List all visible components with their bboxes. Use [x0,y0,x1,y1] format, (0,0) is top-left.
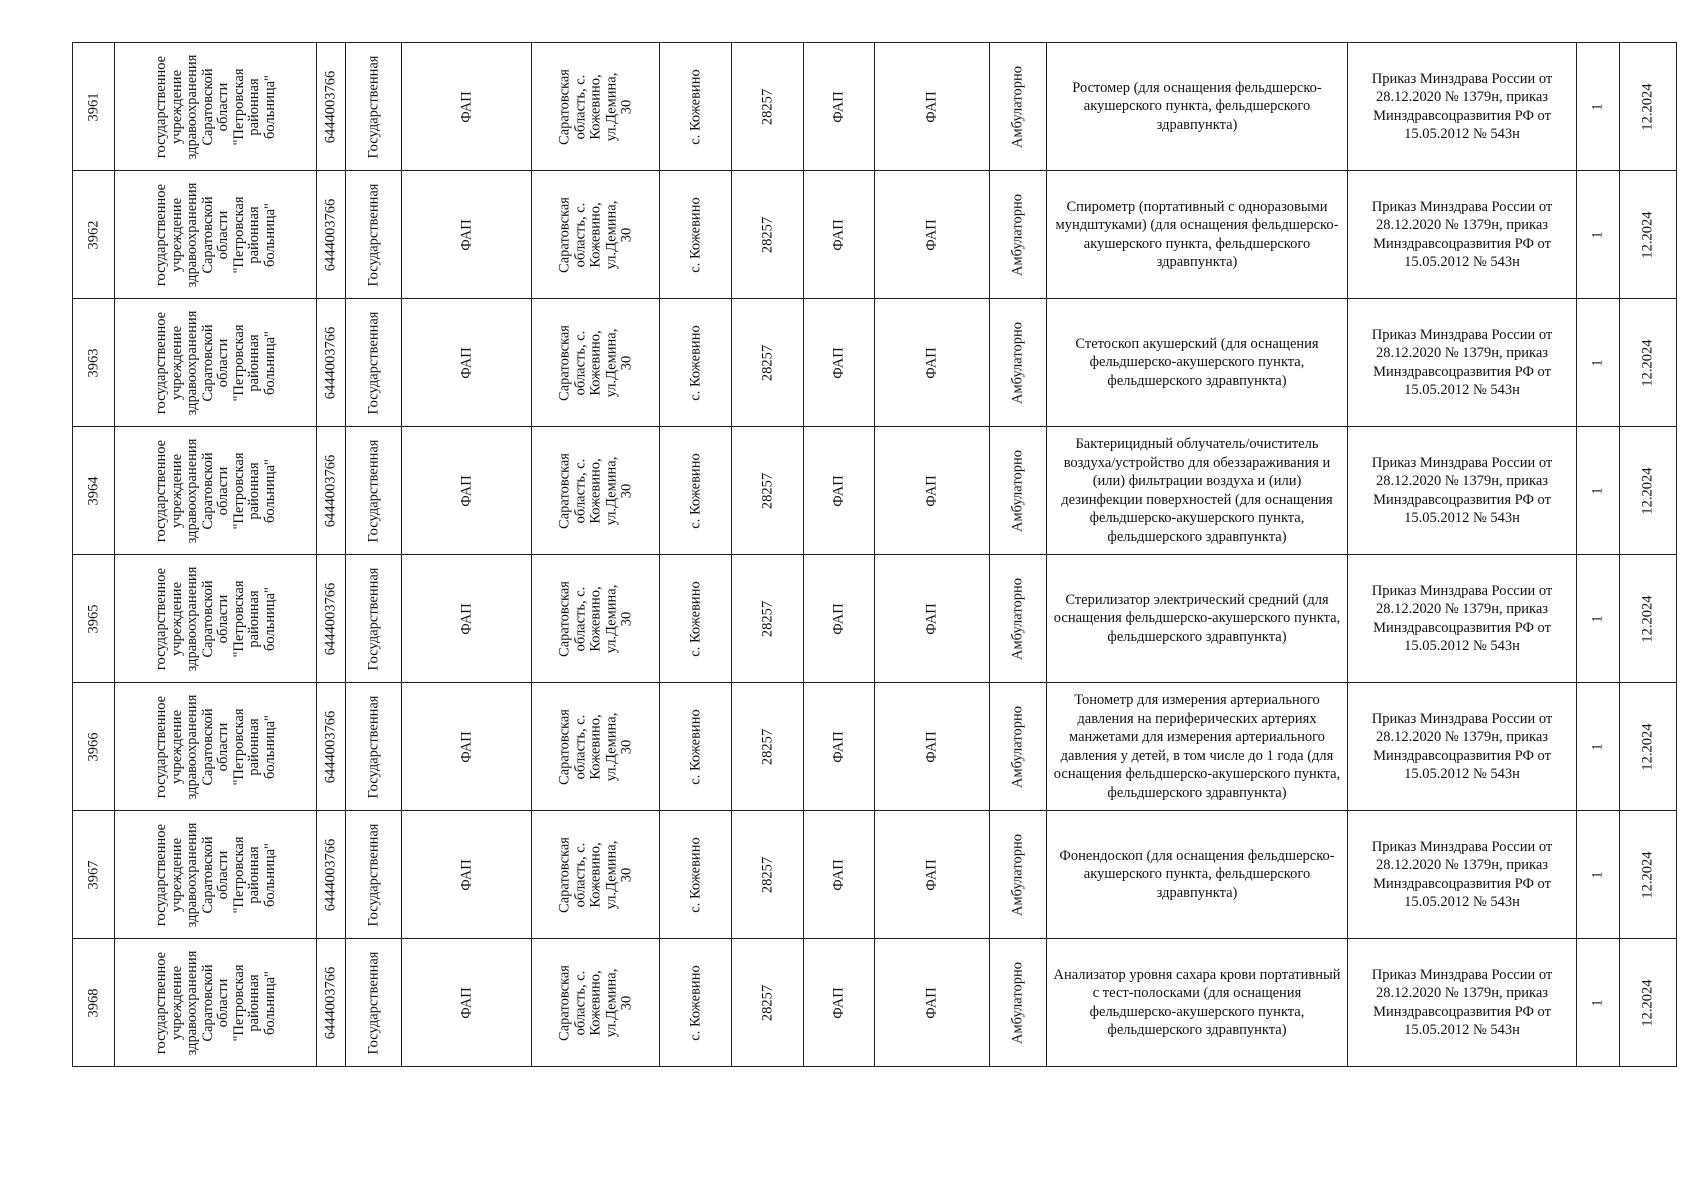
cell-unit-type [402,43,532,171]
care-form-text: Амбулаторно [1009,321,1026,404]
quantity-text: 1 [1589,102,1606,111]
cell-deadline-date [1620,811,1677,939]
cell-facility-code [732,683,804,811]
cell-organization-name [115,555,317,683]
legal-basis-text: Приказ Минздрава России от 28.12.2020 № 1379н, приказ Минздравсоцразвития РФ от 15.05.2012 № 543н [1371,582,1553,654]
cell-row-number [73,171,115,299]
ownership-form-text: Государственная [365,311,381,414]
facility-subtype-text: ФАП [923,218,940,251]
cell-facility-subtype [875,171,990,299]
cell-address [532,427,660,555]
locality-text: с. Кожевино [687,708,703,785]
cell-facility-code [732,171,804,299]
cell-address [532,43,660,171]
deadline-date-text: 12.2024 [1639,82,1656,131]
organization-name-text: государственное учреждение здравоохранения Саратовской области "Петровская районная больница" [152,822,277,927]
legal-basis-text: Приказ Минздрава России от 28.12.2020 № 1379н, приказ Минздравсоцразвития РФ от 15.05.2012 № 543н [1371,710,1553,782]
inn-code-text: 6444003766 [322,198,339,271]
deadline-date-text: 12.2024 [1639,210,1656,259]
facility-code-text: 28257 [759,728,775,765]
cell-equipment-name [1047,939,1348,1067]
cell-organization-name [115,299,317,427]
cell-deadline-date [1620,299,1677,427]
cell-locality [660,555,732,683]
care-form-text: Амбулаторно [1009,193,1026,276]
cell-deadline-date [1620,939,1677,1067]
equipment-name-text: Бактерицидный облучатель/очиститель воздуха/устройство для обеззараживания и (или) фильтрации воздуха и (или) дезинфекции поверхностей (для оснащения фельдшерско-акушерского пункта, фельдшерского здравпункта) [1061,436,1333,545]
facility-code-text: 28257 [759,344,775,381]
organization-name-text: государственное учреждение здравоохранения Саратовской области "Петровская районная больница" [152,566,277,671]
quantity-text: 1 [1589,870,1606,879]
legal-basis-text: Приказ Минздрава России от 28.12.2020 № 1379н, приказ Минздравсоцразвития РФ от 15.05.2012 № 543н [1371,198,1553,270]
cell-row-number [73,683,115,811]
cell-unit-type [402,939,532,1067]
cell-equipment-name [1047,43,1348,171]
cell-inn-code [317,43,346,171]
cell-organization-name [115,811,317,939]
legal-basis-text: Приказ Минздрава России от 28.12.2020 № 1379н, приказ Минздравсоцразвития РФ от 15.05.2012 № 543н [1371,838,1553,910]
cell-facility-subtype [875,683,990,811]
ownership-form-text: Государственная [365,567,381,670]
facility-type-text: ФАП [830,346,847,379]
deadline-date-text: 12.2024 [1639,722,1656,771]
legal-basis-text: Приказ Минздрава России от 28.12.2020 № 1379н, приказ Минздравсоцразвития РФ от 15.05.2012 № 543н [1371,70,1553,142]
cell-address [532,811,660,939]
cell-unit-type [402,683,532,811]
locality-text: с. Кожевино [687,452,703,529]
cell-inn-code [317,171,346,299]
cell-locality [660,43,732,171]
cell-facility-subtype [875,811,990,939]
facility-type-text: ФАП [830,730,847,763]
cell-deadline-date [1620,683,1677,811]
cell-quantity [1577,683,1620,811]
inn-code-text: 6444003766 [322,582,339,655]
cell-care-form [990,683,1047,811]
cell-quantity [1577,939,1620,1067]
row-number-text: 3964 [85,476,101,505]
address-text: Саратовская область, с. Кожевино, ул.Демина, 30 [555,708,634,785]
inn-code-text: 6444003766 [322,70,339,143]
table-row [73,939,1677,1067]
cell-organization-name [115,43,317,171]
cell-care-form [990,43,1047,171]
cell-facility-code [732,299,804,427]
cell-locality [660,811,732,939]
cell-address [532,555,660,683]
cell-ownership-form [346,555,402,683]
care-form-text: Амбулаторно [1009,705,1026,788]
organization-name-text: государственное учреждение здравоохранения Саратовской области "Петровская районная больница" [152,438,277,543]
cell-facility-subtype [875,43,990,171]
locality-text: с. Кожевино [687,196,703,273]
ownership-form-text: Государственная [365,823,381,926]
organization-name-text: государственное учреждение здравоохранения Саратовской области "Петровская районная больница" [152,182,277,287]
cell-care-form [990,555,1047,683]
cell-organization-name [115,171,317,299]
legal-basis-text: Приказ Минздрава России от 28.12.2020 № 1379н, приказ Минздравсоцразвития РФ от 15.05.2012 № 543н [1371,966,1553,1038]
cell-unit-type [402,171,532,299]
table-row [73,555,1677,683]
facility-type-text: ФАП [830,474,847,507]
equipment-name-text: Стерилизатор электрический средний (для оснащения фельдшерско-акушерского пункта, фельдшерского здравпункта) [1053,591,1341,645]
ownership-form-text: Государственная [365,951,381,1054]
cell-quantity [1577,427,1620,555]
organization-name-text: государственное учреждение здравоохранения Саратовской области "Петровская районная больница" [152,694,277,799]
equipment-name-text: Стетоскоп акушерский (для оснащения фельдшерско-акушерского пункта, фельдшерского здравпункта) [1075,335,1319,389]
cell-address [532,683,660,811]
cell-organization-name [115,683,317,811]
facility-subtype-text: ФАП [923,474,940,507]
organization-name-text: государственное учреждение здравоохранения Саратовской области "Петровская районная больница" [152,54,277,159]
cell-inn-code [317,683,346,811]
equipment-name-text: Анализатор уровня сахара крови портативный с тест-полосками (для оснащения фельдшерско-акушерского пункта, фельдшерского здравпункта) [1053,966,1341,1038]
cell-facility-type [804,427,875,555]
legal-basis-text: Приказ Минздрава России от 28.12.2020 № 1379н, приказ Минздравсоцразвития РФ от 15.05.2012 № 543н [1371,326,1553,398]
cell-inn-code [317,939,346,1067]
cell-legal-basis [1348,299,1577,427]
cell-ownership-form [346,683,402,811]
cell-facility-type [804,811,875,939]
unit-type-text: ФАП [458,346,474,379]
quantity-text: 1 [1589,998,1606,1007]
facility-type-text: ФАП [830,602,847,635]
cell-deadline-date [1620,555,1677,683]
facility-subtype-text: ФАП [923,986,940,1019]
address-text: Саратовская область, с. Кожевино, ул.Демина, 30 [555,68,634,145]
address-text: Саратовская область, с. Кожевино, ул.Демина, 30 [555,196,634,273]
cell-equipment-name [1047,171,1348,299]
facility-code-text: 28257 [759,856,775,893]
locality-text: с. Кожевино [687,836,703,913]
cell-care-form [990,299,1047,427]
care-form-text: Амбулаторно [1009,65,1026,148]
cell-care-form [990,811,1047,939]
quantity-text: 1 [1589,358,1606,367]
cell-locality [660,427,732,555]
care-form-text: Амбулаторно [1009,833,1026,916]
cell-inn-code [317,555,346,683]
facility-subtype-text: ФАП [923,730,940,763]
cell-ownership-form [346,811,402,939]
cell-legal-basis [1348,43,1577,171]
cell-inn-code [317,427,346,555]
quantity-text: 1 [1589,742,1606,751]
cell-legal-basis [1348,427,1577,555]
cell-ownership-form [346,427,402,555]
row-number-text: 3961 [85,92,101,121]
deadline-date-text: 12.2024 [1639,466,1656,515]
cell-facility-subtype [875,555,990,683]
unit-type-text: ФАП [458,90,474,123]
cell-quantity [1577,811,1620,939]
cell-unit-type [402,299,532,427]
unit-type-text: ФАП [458,218,474,251]
cell-facility-type [804,683,875,811]
table-row [73,43,1677,171]
facility-subtype-text: ФАП [923,858,940,891]
deadline-date-text: 12.2024 [1639,978,1656,1027]
inn-code-text: 6444003766 [322,838,339,911]
cell-facility-type [804,43,875,171]
row-number-text: 3966 [85,732,101,761]
quantity-text: 1 [1589,614,1606,623]
facility-code-text: 28257 [759,216,775,253]
ownership-form-text: Государственная [365,183,381,286]
cell-unit-type [402,427,532,555]
cell-legal-basis [1348,939,1577,1067]
facility-type-text: ФАП [830,218,847,251]
cell-inn-code [317,299,346,427]
equipment-table [72,42,1677,1067]
locality-text: с. Кожевино [687,324,703,401]
address-text: Саратовская область, с. Кожевино, ул.Демина, 30 [555,580,634,657]
quantity-text: 1 [1589,230,1606,239]
facility-subtype-text: ФАП [923,602,940,635]
locality-text: с. Кожевино [687,68,703,145]
cell-address [532,939,660,1067]
table-row [73,811,1677,939]
cell-locality [660,939,732,1067]
equipment-name-text: Фонендоскоп (для оснащения фельдшерско-акушерского пункта, фельдшерского здравпункта) [1059,847,1335,901]
table-row [73,427,1677,555]
equipment-name-text: Ростомер (для оснащения фельдшерско-акушерского пункта, фельдшерского здравпункта) [1072,79,1322,133]
care-form-text: Амбулаторно [1009,449,1026,532]
unit-type-text: ФАП [458,986,474,1019]
deadline-date-text: 12.2024 [1639,338,1656,387]
cell-equipment-name [1047,811,1348,939]
cell-care-form [990,939,1047,1067]
equipment-name-text: Тонометр для измерения артериального давления на периферических артериях манжетами для измерения артериального давления у детей, в том числе до 1 года (для оснащения фельдшерско-акушерского пункта, фельдшерского здравпункта) [1053,692,1341,801]
cell-facility-code [732,555,804,683]
address-text: Саратовская область, с. Кожевино, ул.Демина, 30 [555,836,634,913]
deadline-date-text: 12.2024 [1639,850,1656,899]
address-text: Саратовская область, с. Кожевино, ул.Демина, 30 [555,452,634,529]
cell-care-form [990,171,1047,299]
cell-row-number [73,299,115,427]
row-number-text: 3965 [85,604,101,633]
ownership-form-text: Государственная [365,695,381,798]
locality-text: с. Кожевино [687,580,703,657]
cell-ownership-form [346,43,402,171]
cell-row-number [73,427,115,555]
facility-subtype-text: ФАП [923,90,940,123]
inn-code-text: 6444003766 [322,966,339,1039]
cell-facility-type [804,171,875,299]
table-body [73,43,1677,1067]
unit-type-text: ФАП [458,602,474,635]
care-form-text: Амбулаторно [1009,577,1026,660]
inn-code-text: 6444003766 [322,454,339,527]
cell-quantity [1577,171,1620,299]
facility-subtype-text: ФАП [923,346,940,379]
inn-code-text: 6444003766 [322,710,339,783]
cell-row-number [73,555,115,683]
row-number-text: 3968 [85,988,101,1017]
table-row [73,171,1677,299]
cell-facility-code [732,427,804,555]
cell-ownership-form [346,939,402,1067]
unit-type-text: ФАП [458,474,474,507]
cell-facility-subtype [875,299,990,427]
cell-locality [660,299,732,427]
cell-inn-code [317,811,346,939]
cell-row-number [73,43,115,171]
cell-address [532,171,660,299]
facility-type-text: ФАП [830,858,847,891]
cell-facility-type [804,299,875,427]
cell-locality [660,683,732,811]
row-number-text: 3963 [85,348,101,377]
cell-row-number [73,939,115,1067]
organization-name-text: государственное учреждение здравоохранения Саратовской области "Петровская районная больница" [152,950,277,1055]
cell-deadline-date [1620,171,1677,299]
quantity-text: 1 [1589,486,1606,495]
cell-quantity [1577,555,1620,683]
cell-equipment-name [1047,299,1348,427]
organization-name-text: государственное учреждение здравоохранения Саратовской области "Петровская районная больница" [152,310,277,415]
cell-legal-basis [1348,683,1577,811]
row-number-text: 3962 [85,220,101,249]
cell-facility-subtype [875,427,990,555]
cell-facility-code [732,811,804,939]
inn-code-text: 6444003766 [322,326,339,399]
cell-ownership-form [346,299,402,427]
cell-facility-code [732,43,804,171]
cell-quantity [1577,299,1620,427]
cell-legal-basis [1348,555,1577,683]
facility-code-text: 28257 [759,984,775,1021]
cell-facility-type [804,555,875,683]
cell-facility-subtype [875,939,990,1067]
cell-ownership-form [346,171,402,299]
ownership-form-text: Государственная [365,439,381,542]
cell-organization-name [115,427,317,555]
cell-deadline-date [1620,427,1677,555]
facility-code-text: 28257 [759,472,775,509]
deadline-date-text: 12.2024 [1639,594,1656,643]
cell-equipment-name [1047,427,1348,555]
unit-type-text: ФАП [458,730,474,763]
cell-organization-name [115,939,317,1067]
locality-text: с. Кожевино [687,964,703,1041]
equipment-name-text: Спирометр (портативный с одноразовыми мундштуками) (для оснащения фельдшерско-акушерского пункта, фельдшерского здравпункта) [1055,198,1339,270]
ownership-form-text: Государственная [365,55,381,158]
facility-type-text: ФАП [830,986,847,1019]
row-number-text: 3967 [85,860,101,889]
cell-address [532,299,660,427]
cell-facility-type [804,939,875,1067]
cell-equipment-name [1047,555,1348,683]
cell-locality [660,171,732,299]
cell-unit-type [402,555,532,683]
cell-facility-code [732,939,804,1067]
table-row [73,299,1677,427]
cell-equipment-name [1047,683,1348,811]
care-form-text: Амбулаторно [1009,961,1026,1044]
table-row [73,683,1677,811]
unit-type-text: ФАП [458,858,474,891]
facility-type-text: ФАП [830,90,847,123]
cell-legal-basis [1348,811,1577,939]
address-text: Саратовская область, с. Кожевино, ул.Демина, 30 [555,964,634,1041]
cell-quantity [1577,43,1620,171]
address-text: Саратовская область, с. Кожевино, ул.Демина, 30 [555,324,634,401]
legal-basis-text: Приказ Минздрава России от 28.12.2020 № 1379н, приказ Минздравсоцразвития РФ от 15.05.2012 № 543н [1371,454,1553,526]
cell-row-number [73,811,115,939]
cell-legal-basis [1348,171,1577,299]
cell-unit-type [402,811,532,939]
cell-deadline-date [1620,43,1677,171]
cell-care-form [990,427,1047,555]
facility-code-text: 28257 [759,88,775,125]
facility-code-text: 28257 [759,600,775,637]
